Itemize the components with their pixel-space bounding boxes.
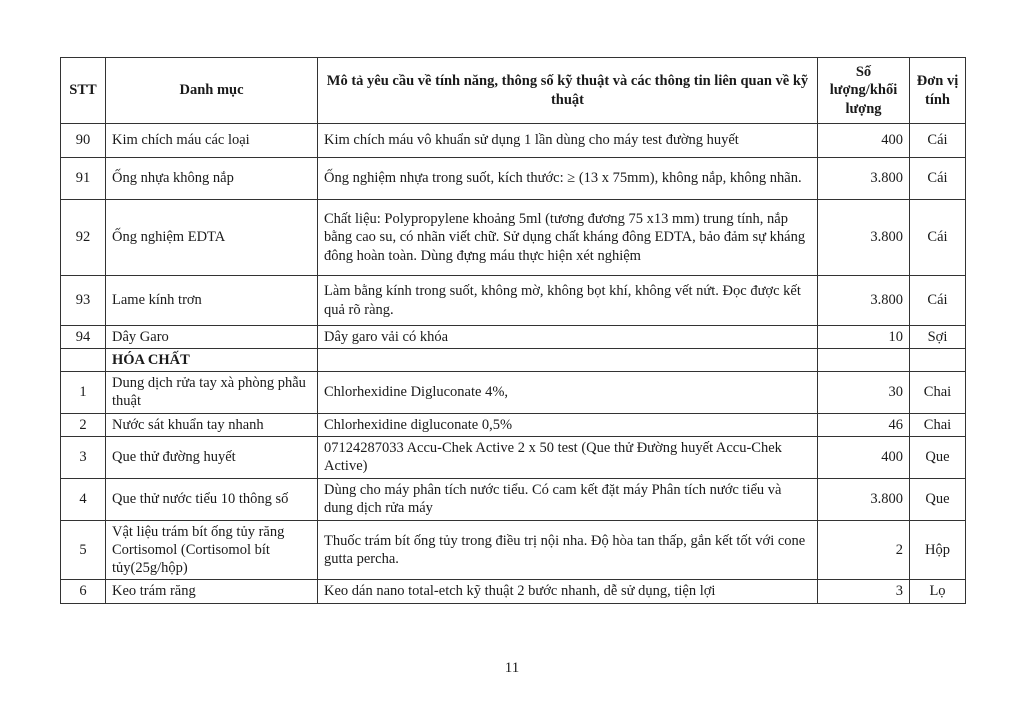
cell-category: Dây Garo (106, 326, 318, 349)
cell-unit: Cái (910, 124, 966, 158)
cell-description: Chlorhexidine Digluconate 4%, (318, 372, 818, 413)
table-row (61, 200, 966, 276)
cell-unit: Cái (910, 200, 966, 276)
table-row (61, 158, 966, 200)
cell-category: Keo trám răng (106, 580, 318, 604)
section-title: HÓA CHẤT (106, 349, 318, 372)
cell-description: Ống nghiệm nhựa trong suốt, kích thước: ≥ (13 x 75mm), không nắp, không nhãn. (318, 158, 818, 200)
cell-quantity-empty (818, 349, 910, 372)
section-row (61, 349, 966, 372)
cell-unit: Que (910, 478, 966, 520)
cell-unit: Cái (910, 158, 966, 200)
table-row (61, 520, 966, 579)
cell-description: Làm bằng kính trong suốt, không mờ, không bọt khí, không vết nứt. Đọc được kết quả rõ ràng. (318, 276, 818, 326)
cell-category: Nước sát khuẩn tay nhanh (106, 413, 318, 436)
cell-quantity: 3.800 (818, 478, 910, 520)
cell-unit: Lọ (910, 580, 966, 604)
header-quantity: Số lượng/khối lượng (818, 58, 910, 124)
header-unit: Đơn vị tính (910, 58, 966, 124)
table-row (61, 436, 966, 478)
header-description: Mô tả yêu cầu về tính năng, thông số kỹ thuật và các thông tin liên quan về kỹ thuật (318, 58, 818, 124)
cell-unit: Chai (910, 372, 966, 413)
specification-table (60, 57, 966, 604)
table-row (61, 124, 966, 158)
table-header-row (61, 58, 966, 124)
header-stt: STT (61, 58, 106, 124)
cell-quantity: 3.800 (818, 200, 910, 276)
cell-unit: Que (910, 436, 966, 478)
cell-description: Kim chích máu vô khuẩn sử dụng 1 lần dùng cho máy test đường huyết (318, 124, 818, 158)
cell-unit: Chai (910, 413, 966, 436)
cell-category: Que thử đường huyết (106, 436, 318, 478)
table-row (61, 413, 966, 436)
cell-quantity: 400 (818, 436, 910, 478)
cell-description: 07124287033 Accu-Chek Active 2 x 50 test (Que thử Đường huyết Accu-Chek Active) (318, 436, 818, 478)
cell-stt: 5 (61, 520, 106, 579)
cell-quantity: 3.800 (818, 276, 910, 326)
cell-quantity: 2 (818, 520, 910, 579)
cell-stt: 90 (61, 124, 106, 158)
cell-description: Dây garo vải có khóa (318, 326, 818, 349)
cell-description: Keo dán nano total-etch kỹ thuật 2 bước nhanh, dễ sử dụng, tiện lợi (318, 580, 818, 604)
cell-stt: 4 (61, 478, 106, 520)
cell-unit: Hộp (910, 520, 966, 579)
cell-category: Lame kính trơn (106, 276, 318, 326)
table-row (61, 326, 966, 349)
cell-stt-empty (61, 349, 106, 372)
cell-stt: 2 (61, 413, 106, 436)
cell-quantity: 30 (818, 372, 910, 413)
table-row (61, 372, 966, 413)
table-row (61, 478, 966, 520)
cell-stt: 94 (61, 326, 106, 349)
cell-quantity: 3 (818, 580, 910, 604)
cell-quantity: 10 (818, 326, 910, 349)
cell-stt: 6 (61, 580, 106, 604)
cell-stt: 3 (61, 436, 106, 478)
header-category: Danh mục (106, 58, 318, 124)
page-number: 11 (504, 660, 520, 676)
cell-stt: 92 (61, 200, 106, 276)
cell-category: Vật liệu trám bít ống tủy răng Cortisomol (Cortisomol bít tủy(25g/hộp) (106, 520, 318, 579)
cell-category: Ống nghiệm EDTA (106, 200, 318, 276)
table-row (61, 580, 966, 604)
cell-description: Dùng cho máy phân tích nước tiểu. Có cam kết đặt máy Phân tích nước tiểu và dung dịch rửa máy (318, 478, 818, 520)
cell-quantity: 400 (818, 124, 910, 158)
cell-stt: 1 (61, 372, 106, 413)
cell-category: Ống nhựa không nắp (106, 158, 318, 200)
cell-description: Chlorhexidine digluconate 0,5% (318, 413, 818, 436)
cell-unit: Sợi (910, 326, 966, 349)
cell-description-empty (318, 349, 818, 372)
cell-quantity: 46 (818, 413, 910, 436)
table-row (61, 276, 966, 326)
cell-stt: 91 (61, 158, 106, 200)
cell-category: Que thử nước tiểu 10 thông số (106, 478, 318, 520)
cell-description: Thuốc trám bít ống tủy trong điều trị nội nha. Độ hòa tan thấp, gắn kết tốt với cone gutta percha. (318, 520, 818, 579)
cell-description: Chất liệu: Polypropylene khoảng 5ml (tương đương 75 x13 mm) trung tính, nắp bằng cao su, có nhãn viết chữ. Sử dụng chất kháng đông EDTA, bảo đảm sự kháng đông hoàn toàn. Dùng đựng máu thực hiện xét nghiệm (318, 200, 818, 276)
cell-unit: Cái (910, 276, 966, 326)
cell-stt: 93 (61, 276, 106, 326)
cell-category: Dung dịch rửa tay xà phòng phẫu thuật (106, 372, 318, 413)
cell-quantity: 3.800 (818, 158, 910, 200)
cell-unit-empty (910, 349, 966, 372)
cell-category: Kim chích máu các loại (106, 124, 318, 158)
